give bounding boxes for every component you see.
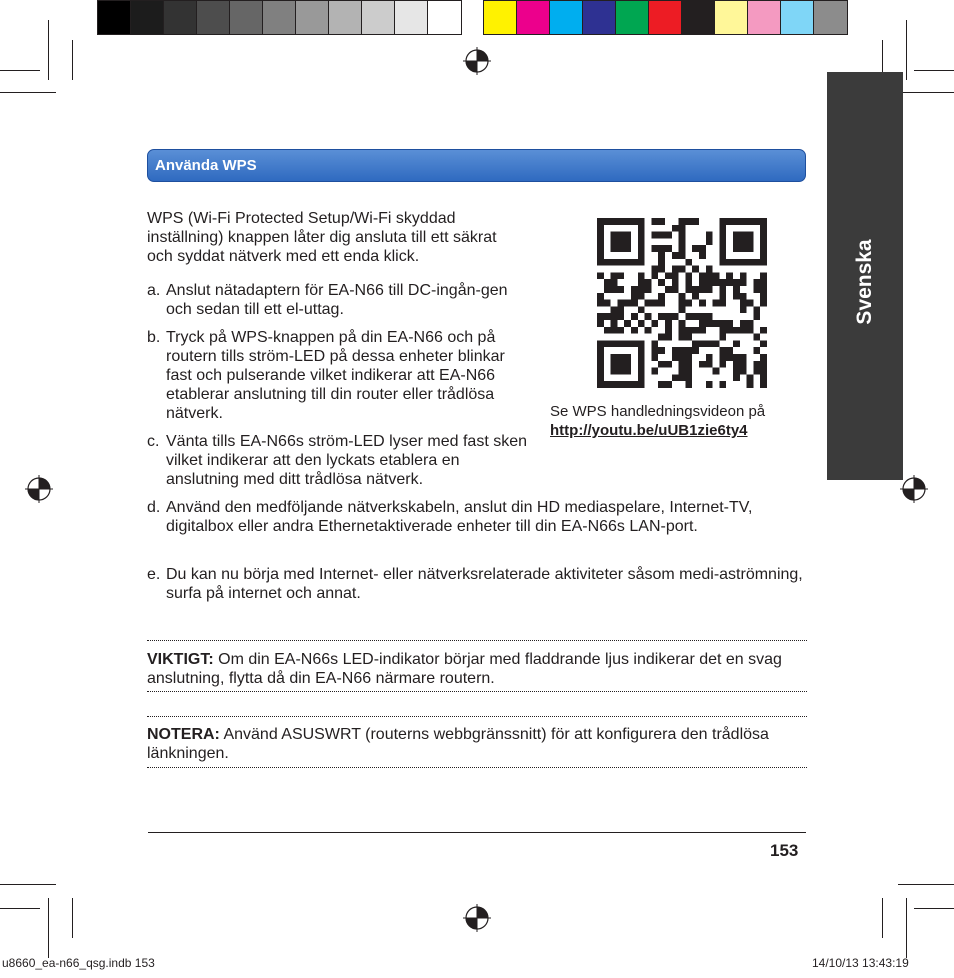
step-label: b. [147, 329, 161, 346]
crop-mark [72, 40, 73, 80]
step-a [147, 281, 527, 319]
registration-mark-icon [463, 47, 491, 75]
intro-paragraph: WPS (Wi-Fi Protected Setup/Wi-Fi skyddad inställning) knappen låter dig ansluta till ett säkrat och syddat nätverk med ett enda klick. [147, 210, 497, 265]
color-patch [715, 1, 748, 34]
qr-code[interactable] [597, 218, 767, 388]
dotted-divider [147, 691, 807, 692]
color-patch [263, 1, 296, 34]
crop-mark [914, 908, 954, 909]
registration-mark-icon [463, 904, 491, 932]
registration-mark-icon [25, 475, 53, 503]
crop-mark [0, 92, 56, 93]
print-slug-file: u8660_ea-n66_qsg.indb 153 [2, 956, 155, 970]
crop-mark [906, 898, 907, 958]
step-label: c. [147, 433, 160, 450]
color-patch [517, 1, 550, 34]
crop-mark [898, 884, 954, 885]
color-patch [484, 1, 517, 34]
language-label: Svenska [853, 239, 876, 325]
crop-mark [0, 70, 40, 71]
crop-mark [898, 92, 954, 93]
color-bar [483, 0, 848, 35]
qr-caption [550, 402, 765, 440]
color-patch [197, 1, 230, 34]
print-slug-date: 14/10/13 13:43:19 [812, 956, 909, 970]
crop-mark [0, 908, 40, 909]
step-d [147, 498, 807, 536]
color-patch [329, 1, 362, 34]
step-text: Vänta tills EA-N66s ström-LED lyser med fast sken vilket indikerar att den lyckats etablera en anslutning med ditt trådlösa nätverk. [166, 433, 528, 488]
dotted-divider [147, 640, 807, 641]
step-b [147, 328, 522, 423]
step-label: e. [147, 566, 161, 583]
crop-mark [48, 20, 49, 80]
color-patch [682, 1, 715, 34]
step-c [147, 432, 527, 489]
color-patch [616, 1, 649, 34]
step-label: a. [147, 282, 161, 299]
color-patch [649, 1, 682, 34]
color-patch [164, 1, 197, 34]
step-text: Tryck på WPS-knappen på din EA-N66 och på routern tills ström-LED på dessa enheter blinkar fast och pulserande vilket indikerar att EA-N66 etablerar anslutning till din router eller trådlösa nätverk. [166, 329, 505, 422]
notice-label: NOTERA: [147, 726, 220, 743]
color-patch [814, 1, 847, 34]
important-label: VIKTIGT: [147, 651, 214, 668]
dotted-divider [147, 767, 807, 768]
important-text: Om din EA-N66s LED-indikator börjar med fladdrande ljus indikerar det en svag anslutning, flytta då din EA-N66 närmare routern. [147, 651, 782, 687]
color-patch [583, 1, 616, 34]
step-label: d. [147, 499, 161, 516]
step-text: Du kan nu börja med Internet- eller nätverksrelaterade aktiviteter såsom medi-aströmning, surfa på internet och annat. [166, 566, 803, 602]
section-title: Använda WPS [155, 157, 257, 174]
notice-note [147, 725, 807, 763]
notice-text: Använd ASUSWRT (routerns webbgränssnitt) för att konfigurera den trådlösa länkningen. [147, 726, 769, 762]
color-patch [550, 1, 583, 34]
footer-rule [148, 832, 806, 833]
color-patch [781, 1, 814, 34]
important-note [147, 650, 807, 688]
color-patch [395, 1, 428, 34]
color-patch [748, 1, 781, 34]
color-patch [296, 1, 329, 34]
color-patch [131, 1, 164, 34]
crop-mark [906, 20, 907, 80]
dotted-divider [147, 716, 807, 717]
qr-caption-text: Se WPS handledningsvideon på [550, 403, 766, 420]
crop-mark [48, 898, 49, 958]
video-link[interactable]: http://youtu.be/uUB1zie6ty4 [550, 422, 748, 439]
color-patch [98, 1, 131, 34]
color-patch [362, 1, 395, 34]
page-number: 153 [770, 841, 799, 860]
crop-mark [72, 898, 73, 938]
section-header [147, 149, 806, 182]
step-text: Använd den medföljande nätverkskabeln, anslut din HD mediaspelare, Internet-TV, digitalbox eller andra Ethernetaktiverade enheter till din EA-N66s LAN-port. [166, 499, 753, 535]
color-patch [230, 1, 263, 34]
crop-mark [882, 898, 883, 938]
step-text: Anslut nätadaptern för EA-N66 till DC-ingån-gen och sedan till ett el-uttag. [166, 282, 508, 318]
color-patch [428, 1, 461, 34]
registration-mark-icon [900, 475, 928, 503]
step-e [147, 565, 807, 603]
grayscale-bar [97, 0, 462, 35]
crop-mark [914, 70, 954, 71]
language-side-tab [827, 72, 903, 480]
crop-mark [0, 884, 56, 885]
